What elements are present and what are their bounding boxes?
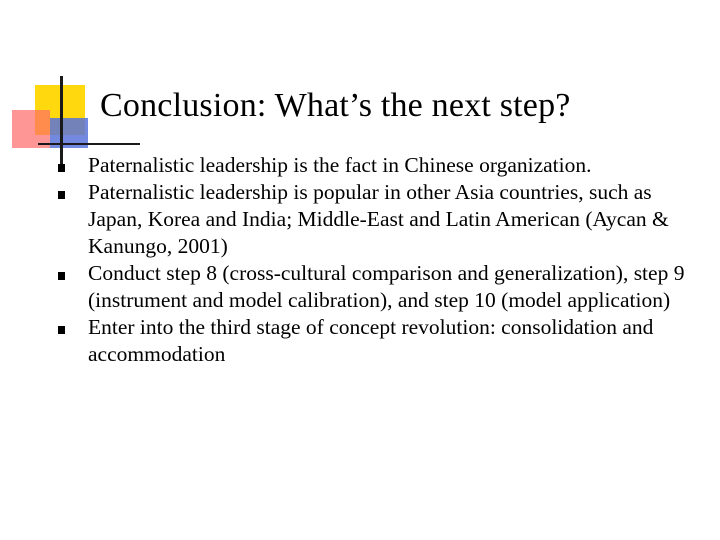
- bullet-text: Paternalistic leadership is the fact in Chinese organization.: [88, 153, 592, 177]
- bullet-item: [58, 179, 698, 260]
- bullet-text: Conduct step 8 (cross-cultural comparison and generalization), step 9 (instrument and model calibration), and step 10 (model application): [88, 261, 685, 312]
- bullet-text: Paternalistic leadership is popular in other Asia countries, such as Japan, Korea and India; Middle-East and Latin American (Aycan & Kanungo, 2001): [88, 180, 669, 258]
- bullet-list: [58, 152, 698, 368]
- slide-title: Conclusion: What’s the next step?: [100, 87, 571, 124]
- corner-decoration: [0, 0, 140, 170]
- square-bullet-icon: [58, 272, 65, 280]
- bullet-item: [58, 314, 698, 368]
- square-bullet-icon: [58, 326, 65, 334]
- square-bullet-icon: [58, 191, 65, 199]
- square-bullet-icon: [58, 164, 65, 172]
- horizontal-rule: [38, 143, 140, 145]
- red-square: [12, 110, 50, 148]
- bullet-item: [58, 152, 698, 179]
- bullet-item: [58, 260, 698, 314]
- bullet-text: Enter into the third stage of concept revolution: consolidation and accommodation: [88, 315, 654, 366]
